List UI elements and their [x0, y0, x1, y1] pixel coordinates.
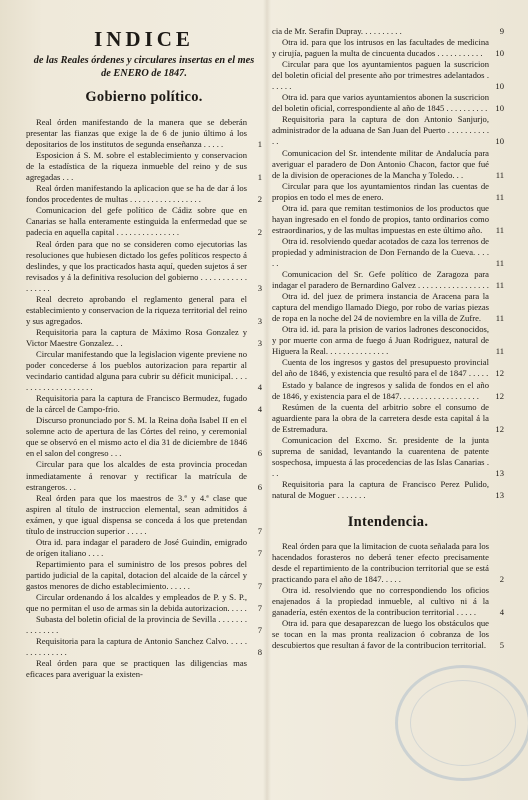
entry-text: Comunicacion del Sr. intendente militar de Andalucía para averiguar el paradero de Don Antonio Chacon, factor que fué de la division de operaciones de la Mancha y Toledo. . . — [272, 147, 489, 180]
index-entry — [272, 181, 504, 203]
index-entry — [26, 658, 262, 680]
entry-page-number: 3 — [257, 337, 262, 348]
entry-text: Otra id. del juez de primera instancia de Aracena para la captura del mendigo llamado Diego, por robo de varias piezas de ropa en la noche del 24 de noviembre en la villa de Zufre. — [272, 291, 489, 324]
index-entry — [26, 183, 262, 205]
entry-text: Requisitoria para la captura de Francisco Perez Pulido, natural de Moguer . . . . . . . — [272, 478, 489, 500]
index-entry — [272, 541, 504, 585]
entry-page-number: 12 — [495, 423, 504, 434]
index-subtitle: de las Reales órdenes y circulares insertas en el mes de ENERO de 1847. — [33, 55, 255, 79]
entry-page-number: 11 — [495, 313, 504, 324]
left-entry-list — [26, 117, 262, 680]
entry-text: Real órden para que la limitacion de cuota señalada para los hacendados forasteros no deberá tener efecto precisamente desde el repartimiento de la contribucion territorial que se está practicando para el año de 1847. . . . . — [272, 541, 489, 585]
entry-page-number: 7 — [257, 580, 262, 591]
entry-text: Comunicacion del Sr. Gefe político de Zaragoza para indagar el paradero de Bernardino Galvez . . . . . . . . . . . . . . . . . — [272, 269, 489, 291]
entry-page-number: 12 — [495, 368, 504, 379]
index-entry — [272, 148, 504, 181]
index-entry — [272, 435, 504, 479]
index-entry — [26, 493, 262, 537]
entry-page-number: 3 — [257, 282, 262, 293]
entry-text: Estado y balance de ingresos y salida de fondos en el año de 1846, y existencia para el de 1847. . . . . . . . . . . . . . . . . . . — [272, 379, 489, 401]
index-entry — [26, 559, 262, 592]
entry-text: Circular manifestando que la legislacion vigente previene no poder concederse á los pueblos autorizacion para repartir al vecindario cantidad alguna para cubrir su déficit municipal. . . . . . . . . . . . . . . . . . . . — [26, 348, 247, 393]
entry-text: Circular para que los ayuntamientos rindan las cuentas de propios en todo el mes de enero. — [272, 180, 489, 202]
entry-page-number: 6 — [257, 481, 262, 492]
entry-page-number: 10 — [495, 136, 504, 147]
entry-text: Resúmen de la cuenta del arbitrio sobre el consumo de aguardiente para la obra de la carretera desde esta capital á la de Estremadura. — [272, 401, 489, 434]
entry-page-number: 2 — [499, 574, 504, 585]
entry-page-number: 6 — [257, 448, 262, 459]
entry-text: Otra id. para que desaparezcan de luego los obstáculos que se tocan en la mas pronta realizacion ó cobranza de los descubiertos que resultan á favor de la contribucion territorial. — [272, 618, 489, 651]
entry-page-number: 13 — [495, 489, 504, 500]
entry-text: Otra id. resolviendo quedar acotados de caza los terrenos de propiedad y administracion de Don Fernando de la Cueva. . . . . . — [272, 235, 489, 268]
entry-text: Otra id. para indagar el paradero de José Guindin, emigrado de orígen italiano . . . . — [26, 536, 247, 558]
entry-page-number: 13 — [495, 467, 504, 478]
intendencia-entry-list — [272, 541, 504, 651]
entry-page-number: 10 — [495, 81, 504, 92]
index-entry — [26, 294, 262, 327]
entry-text: Circular para que los ayuntamientos paguen la suscricion del boletin oficial del presente año por trimestres adelantados . . . . . . — [272, 59, 489, 92]
entry-text: Otra id. resolviendo que no correspondiendo los oficios enajenados á la propiedad inmueble, al cultivo ni á la ganadería, estén exentos de la contribucion territorial . . . . . — [272, 585, 489, 618]
entry-page-number: 10 — [495, 48, 504, 59]
entry-text: Requisitoria para la captura de Máximo Rosa Gonzalez y Victor Maestre Gonzalez. . . — [26, 326, 247, 348]
entry-text: Esposicion á S. M. sobre el establecimiento y conservacion de la estadística de la riqueza inmueble del reino y de sus agregadas . . . — [26, 150, 247, 183]
index-entry — [26, 636, 262, 658]
index-entry — [26, 239, 262, 294]
index-entry — [272, 114, 504, 147]
entry-page-number: 10 — [495, 103, 504, 114]
entry-page-number: 2 — [257, 194, 262, 205]
index-entry — [26, 459, 262, 492]
entry-page-number: 3 — [257, 315, 262, 326]
entry-text: Real órden para que los maestros de 3.ª y 4.ª clase que aspiren al título de instruccion elemental, sean admitidos á exámen, y que igual dispensa se conceda á los que pretendan título de instruccion superior . . . . . — [26, 492, 247, 536]
entry-text: Otra id. para que varios ayuntamientos abonen la suscricion del boletin oficial, correspondiente al año de 1845 . . . . . . . . . . — [272, 92, 489, 114]
index-entry — [26, 393, 262, 415]
index-entry — [272, 92, 504, 114]
entry-page-number: 5 — [499, 640, 504, 651]
left-column — [26, 0, 262, 680]
entry-text: Repartimiento para el suministro de los presos pobres del partido judicial de la capital, dotacion del alcaide de la cárcel y gastos menores de dicho establecimiento. . . . . . — [26, 558, 247, 591]
section-title-intendencia: Intendencia. — [347, 514, 429, 531]
entry-page-number: 11 — [495, 169, 504, 180]
index-entry — [26, 537, 262, 559]
entry-page-number: 7 — [257, 525, 262, 536]
entry-text: Real órden para que se practiquen las diligencias mas eficaces para averiguar la existen- — [26, 658, 247, 680]
entry-page-number: 4 — [499, 607, 504, 618]
index-entry — [26, 614, 262, 636]
entry-page-number: 12 — [495, 390, 504, 401]
index-entry — [272, 324, 504, 357]
right-column — [272, 26, 504, 651]
section-title-gobierno: Gobierno político. — [85, 89, 203, 105]
entry-text: Circular ordenando á los alcaldes y empleados de P. y S. P., que no permitan el uso de armas sin la debida autorizacion. . . . . — [26, 592, 247, 614]
entry-page-number: 4 — [257, 404, 262, 415]
entry-text: Discurso pronunciado por S. M. la Reina doña Isabel II en el solemne acto de apertura de las Córtes del reino, y ceremonial que se observó en el mismo acto el dia 31 de diciembre de 1846 en el salon del congreso . . . — [26, 415, 247, 459]
entry-text: Subasta del boletin oficial de la provincia de Sevilla . . . . . . . . . . . . . . . — [26, 614, 247, 636]
entry-page-number: 1 — [257, 139, 262, 150]
entry-text: Real decreto aprobando el reglamento general para el establecimiento y conservacion de la riqueza territorial del reino y sus agregados. — [26, 293, 247, 326]
index-entry — [272, 203, 504, 236]
index-entry — [272, 357, 504, 379]
entry-text: Otra id. id. para la prision de varios ladrones desconocidos, y por muerte con arma de fuego á Juan Rodriguez, natural de Higuera la Real. . . . . . . . . . . . . . . — [272, 324, 489, 357]
entry-page-number: 11 — [495, 257, 504, 268]
index-entry — [272, 380, 504, 402]
entry-text: Requisitoria para la captura de don Antonio Sanjurjo, administrador de la aduana de San Juan del Puerto . . . . . . . . . . . . — [272, 114, 489, 147]
entry-page-number: 11 — [495, 191, 504, 202]
entry-text: Requisitoria para la captura de Francisco Bermudez, fugado de la cárcel de Campo-frio. — [26, 393, 247, 415]
right-entry-list — [272, 26, 504, 501]
index-entry — [272, 59, 504, 92]
entry-page-number: 11 — [495, 280, 504, 291]
index-entry — [272, 585, 504, 618]
entry-text: Requisitoria para la captura de Antonio Sanchez Calvo. . . . . . . . . . . . . . . — [26, 636, 247, 658]
entry-text: Cuenta de los ingresos y gastos del presupuesto provincial del año de 1846, y existencia que resultó para el de 1847 . . . . . — [272, 357, 489, 379]
entry-text: Comunicacion del Excmo. Sr. presidente de la junta suprema de sanidad, levantando la cuarentena de patente sospechosa, impuesta á las procedencias de las Islas Canarias . . . — [272, 434, 489, 478]
index-entry — [272, 291, 504, 324]
index-title: INDICE — [94, 27, 194, 51]
entry-page-number: 9 — [499, 26, 504, 36]
index-entry — [272, 26, 504, 37]
index-entry — [272, 236, 504, 269]
entry-page-number: 1 — [257, 172, 262, 183]
entry-page-number: 4 — [257, 382, 262, 393]
entry-text: Real órden manifestando de la manera que se deberán presentar las fianzas que exige la de 6 de junio último á los depositarios de los institutos de segunda enseñanza . . . . . — [26, 117, 247, 150]
index-entry — [272, 402, 504, 435]
entry-text: Real órden para que no se consideren como ejecutorias las resoluciones que hubiesen dictado los gefes políticos respecto á deslindes, y que los practicados hasta aquí, queden sujetos á ser revisados y á la definitiva resolucion del gobierno . . . . . . . . . . . . . . . . . — [26, 238, 247, 293]
index-entry — [272, 479, 504, 501]
library-stamp — [395, 665, 528, 781]
entry-page-number: 11 — [495, 346, 504, 357]
index-entry — [26, 205, 262, 238]
entry-page-number: 7 — [257, 547, 262, 558]
entry-text: Comunicacion del gefe político de Cádiz sobre que en Canarias se halla enteramente estinguida la enfermedad que se padecia en aquella capital . . . . . . . . . . . . . . . — [26, 205, 247, 238]
entry-text: Otra id. para que los intrusos en las facultades de medicina y cirujía, paguen la multa de cincuenta ducados . . . . . . . . . . . — [272, 37, 489, 59]
entry-page-number: 8 — [257, 647, 262, 658]
index-entry — [272, 269, 504, 291]
index-entry — [26, 150, 262, 183]
page-gutter — [263, 0, 271, 800]
entry-page-number: 11 — [495, 224, 504, 235]
index-entry — [26, 415, 262, 459]
entry-text: cia de Mr. Serafin Dupray. . . . . . . . . . — [272, 26, 402, 36]
index-entry — [26, 349, 262, 393]
index-entry — [272, 618, 504, 651]
entry-page-number: 2 — [257, 227, 262, 238]
index-entry — [26, 592, 262, 614]
index-entry — [272, 37, 504, 59]
index-entry — [26, 327, 262, 349]
entry-text: Real órden manifestando la aplicacion que se ha de dar á los fondos procedentes de multas . . . . . . . . . . . . . . . . . — [26, 183, 247, 205]
entry-text: Circular para que los alcaldes de esta provincia procedan inmediatamente á renovar y rectificar la matrícula de estrangeros. . . — [26, 459, 247, 492]
entry-page-number: 7 — [257, 625, 262, 636]
entry-text: Otra id. para que remitan testimonios de los productos que hayan ingresado en el fondo de propios, tanto ordinarios como estraordinarios, y de las multas impuestas en este último año. — [272, 202, 489, 235]
entry-page-number: 7 — [257, 603, 262, 614]
index-entry — [26, 117, 262, 150]
